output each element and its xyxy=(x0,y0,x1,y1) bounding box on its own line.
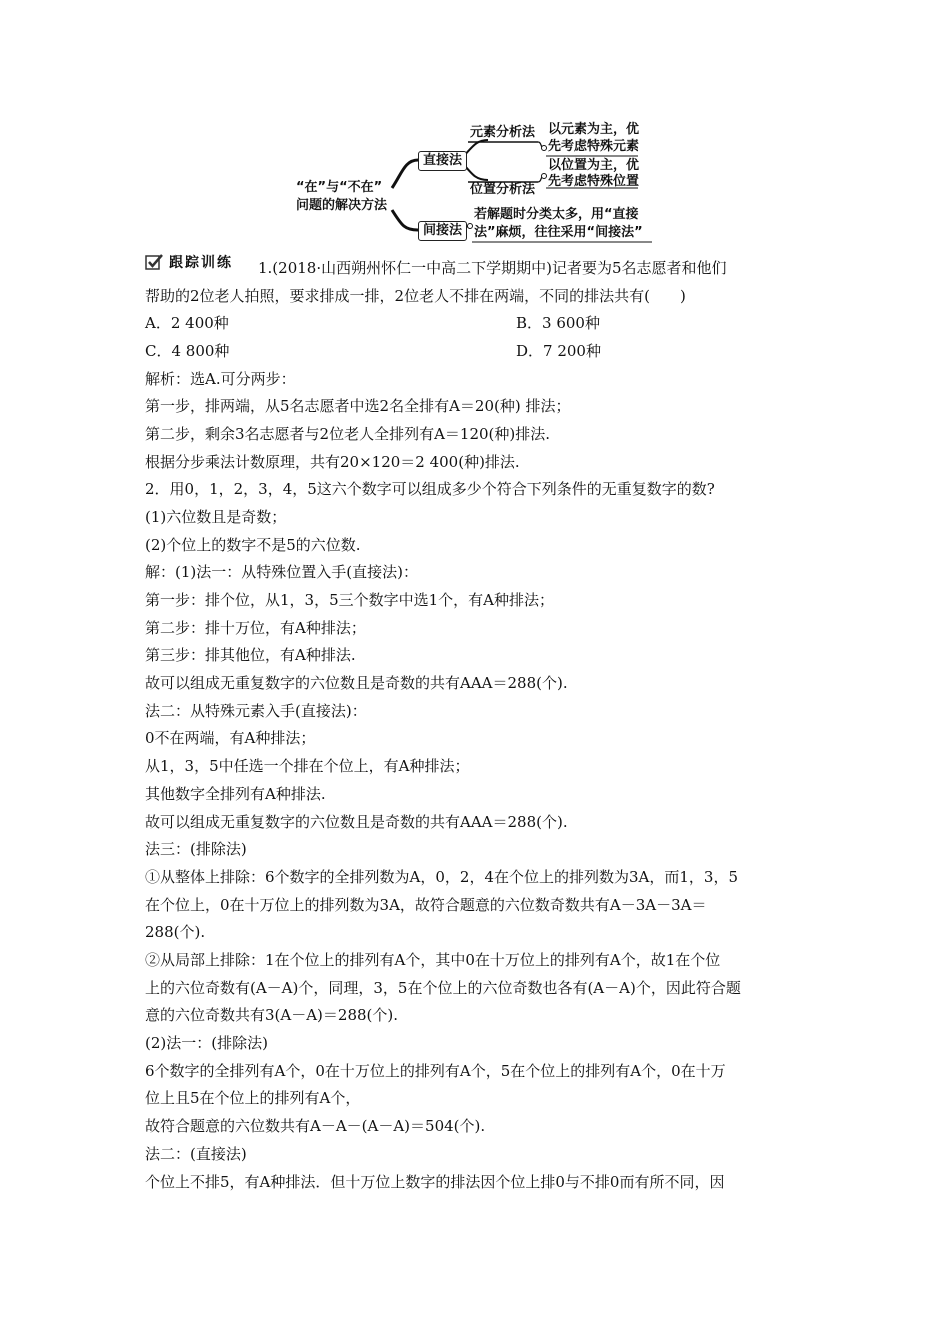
text-line: 故可以组成无重复数字的六位数且是奇数的共有AAA＝288(个). xyxy=(145,813,568,831)
text-line: 在个位上，0在十万位上的排列数为3A，故符合题意的六位数奇数共有A－3A－3A＝ xyxy=(145,896,707,914)
text-line: ①从整体上排除：6个数字的全排列数为A，0，2，4在个位上的排列数为3A，而1，3，5 xyxy=(145,868,739,886)
text-line: 法二：(直接法) xyxy=(145,1145,247,1163)
text-line: 其他数字全排列有A种排法. xyxy=(145,785,326,803)
text-line: 288(个). xyxy=(145,923,206,941)
element-desc-line2: 先考虑特殊元素 xyxy=(548,139,640,154)
text-line: 解：(1)法一：从特殊位置入手(直接法)： xyxy=(145,563,418,581)
text-line: 帮助的2位老人拍照，要求排成一排，2位老人不排在两端，不同的排法共有( ) xyxy=(145,287,686,305)
text-line: 位上且5在个位上的排列有A个， xyxy=(145,1089,361,1107)
text-line: 第二步，剩余3名志愿者与2位老人全排列有A＝120(种)排法. xyxy=(145,425,551,443)
option-c: C．4 800种 xyxy=(145,342,230,360)
direct-method-box: 直接法 xyxy=(418,151,467,171)
element-desc-line1: 以元素为主，优 xyxy=(548,122,640,137)
text-line: 2．用0，1，2，3，4，5这六个数字可以组成多少个符合下列条件的无重复数字的数? xyxy=(145,480,715,498)
indirect-desc-line2: 法”麻烦，往往采用“间接法” xyxy=(474,225,643,240)
text-line: 6个数字的全排列有A个，0在十万位上的排列有A个，5在个位上的排列有A个，0在十万 xyxy=(145,1062,726,1080)
position-desc-line1: 以位置为主，优 xyxy=(548,158,640,173)
position-analysis-label: 位置分析法 xyxy=(470,182,536,197)
text-line: (2)法一：(排除法) xyxy=(145,1034,268,1052)
text-line: 第一步：排个位，从1，3，5三个数字中选1个，有A种排法； xyxy=(145,591,555,609)
text-line: 个位上不排5，有A种排法．但十万位上数字的排法因个位上排0与不排0而有所不同，因 xyxy=(145,1173,725,1191)
text-line: 意的六位奇数共有3(A－A)＝288(个). xyxy=(145,1006,399,1024)
root-label-line2: 问题的解决方法 xyxy=(296,198,388,213)
checkbox-icon xyxy=(145,253,165,271)
text-line: 解析：选A.可分两步： xyxy=(145,370,296,388)
text-line: (2)个位上的数字不是5的六位数. xyxy=(145,536,361,554)
text-line: 1.(2018·山西朔州怀仁一中高二下学期期中)记者要为5名志愿者和他们 xyxy=(258,259,727,277)
text-line: 上的六位奇数有(A－A)个，同理，3，5在个位上的六位奇数也各有(A－A)个，因此符合题 xyxy=(145,979,741,997)
option-a: A．2 400种 xyxy=(145,314,229,332)
text-line: 故符合题意的六位数共有A－A－(A－A)＝504(个). xyxy=(145,1117,486,1135)
text-line: 第三步：排其他位，有A种排法. xyxy=(145,646,356,664)
text-line: 根据分步乘法计数原理，共有20×120＝2 400(种)排法. xyxy=(145,453,520,471)
text-line: 0不在两端，有A种排法； xyxy=(145,729,316,747)
indirect-method-box: 间接法 xyxy=(418,221,467,241)
indirect-desc-line1: 若解题时分类太多，用“直接 xyxy=(474,207,639,222)
element-analysis-label: 元素分析法 xyxy=(470,125,536,140)
practice-badge-label: 跟踪训练 xyxy=(169,255,233,271)
text-line: 第二步：排十万位，有A种排法； xyxy=(145,619,366,637)
text-line: 第一步，排两端，从5名志愿者中选2名全排有A＝20(种) 排法； xyxy=(145,397,571,415)
text-line: 法二：从特殊元素入手(直接法)： xyxy=(145,702,367,720)
practice-badge xyxy=(145,252,233,272)
text-line: 故可以组成无重复数字的六位数且是奇数的共有AAA＝288(个). xyxy=(145,674,568,692)
position-desc-line2: 先考虑特殊位置 xyxy=(548,174,640,189)
text-line: 从1，3，5中任选一个排在个位上，有A种排法； xyxy=(145,757,470,775)
text-line: ②从局部上排除：1在个位上的排列有A个，其中0在十万位上的排列有A个，故1在个位 xyxy=(145,951,721,969)
option-b: B．3 600种 xyxy=(516,314,600,332)
text-line: 法三：(排除法) xyxy=(145,840,247,858)
text-line: (1)六位数且是奇数； xyxy=(145,508,287,526)
concept-diagram xyxy=(290,118,670,248)
option-d: D．7 200种 xyxy=(516,342,601,360)
root-label-line1: “在”与“不在” xyxy=(296,180,383,195)
